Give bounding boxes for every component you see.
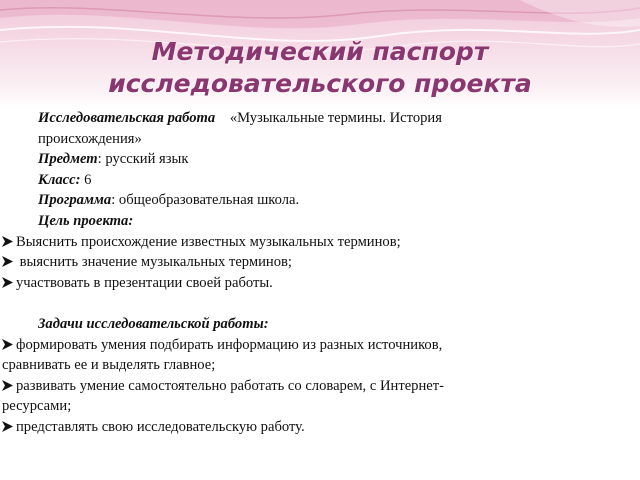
document-body xyxy=(2,108,634,438)
grade-label: Класс: xyxy=(38,171,81,188)
section-spacer xyxy=(38,293,634,314)
goal-label: Цель проекта: xyxy=(38,212,134,229)
task-item-text: формировать умения подбирать информацию из разных источников, xyxy=(16,336,443,353)
research-value-cont: происхождения» xyxy=(38,130,142,147)
task-item-2 xyxy=(2,376,634,397)
title-line-1: Методический паспорт xyxy=(151,37,489,66)
title-line-2: исследовательского проекта xyxy=(108,69,532,98)
task-item-text: развивать умение самостоятельно работать со словарем, с Интернет- xyxy=(16,377,445,394)
task-item-3 xyxy=(2,417,634,438)
subject-label: Предмет xyxy=(38,151,98,168)
goal-item-3 xyxy=(2,273,634,294)
task-item-1-cont: сравнивать ее и выделять главное; xyxy=(2,357,216,374)
research-line xyxy=(38,108,634,129)
task-item-1 xyxy=(2,335,634,356)
goal-item-text: выяснить значение музыкальных терминов; xyxy=(16,254,292,271)
program-label: Программа xyxy=(38,192,112,209)
goal-item-text: Выяснить происхождение известных музыкальных терминов; xyxy=(16,233,401,250)
page-title xyxy=(0,36,640,100)
program-value: : общеобразовательная школа. xyxy=(111,192,300,209)
research-spacer xyxy=(219,110,226,126)
tasks-label: Задачи исследовательской работы: xyxy=(38,315,269,332)
arrow-bullet-icon xyxy=(2,380,13,391)
grade-line xyxy=(38,170,634,191)
program-line xyxy=(38,190,634,211)
arrow-bullet-icon xyxy=(2,421,13,432)
research-value: «Музыкальные термины. История xyxy=(229,110,442,126)
arrow-bullet-icon xyxy=(2,236,13,247)
goal-item-1 xyxy=(2,232,634,253)
arrow-bullet-icon xyxy=(2,277,13,288)
grade-value: 6 xyxy=(80,171,92,188)
subject-value: : русский язык xyxy=(97,151,189,168)
goal-item-2 xyxy=(2,252,634,273)
arrow-bullet-icon xyxy=(2,256,13,267)
research-label: Исследовательская работа xyxy=(38,110,216,126)
goal-item-text: участвовать в презентации своей работы. xyxy=(16,274,273,291)
arrow-bullet-icon xyxy=(2,339,13,350)
task-item-2-cont: ресурсами; xyxy=(2,398,72,415)
subject-line xyxy=(38,149,634,170)
task-item-text: представлять свою исследовательскую работу. xyxy=(16,418,305,435)
